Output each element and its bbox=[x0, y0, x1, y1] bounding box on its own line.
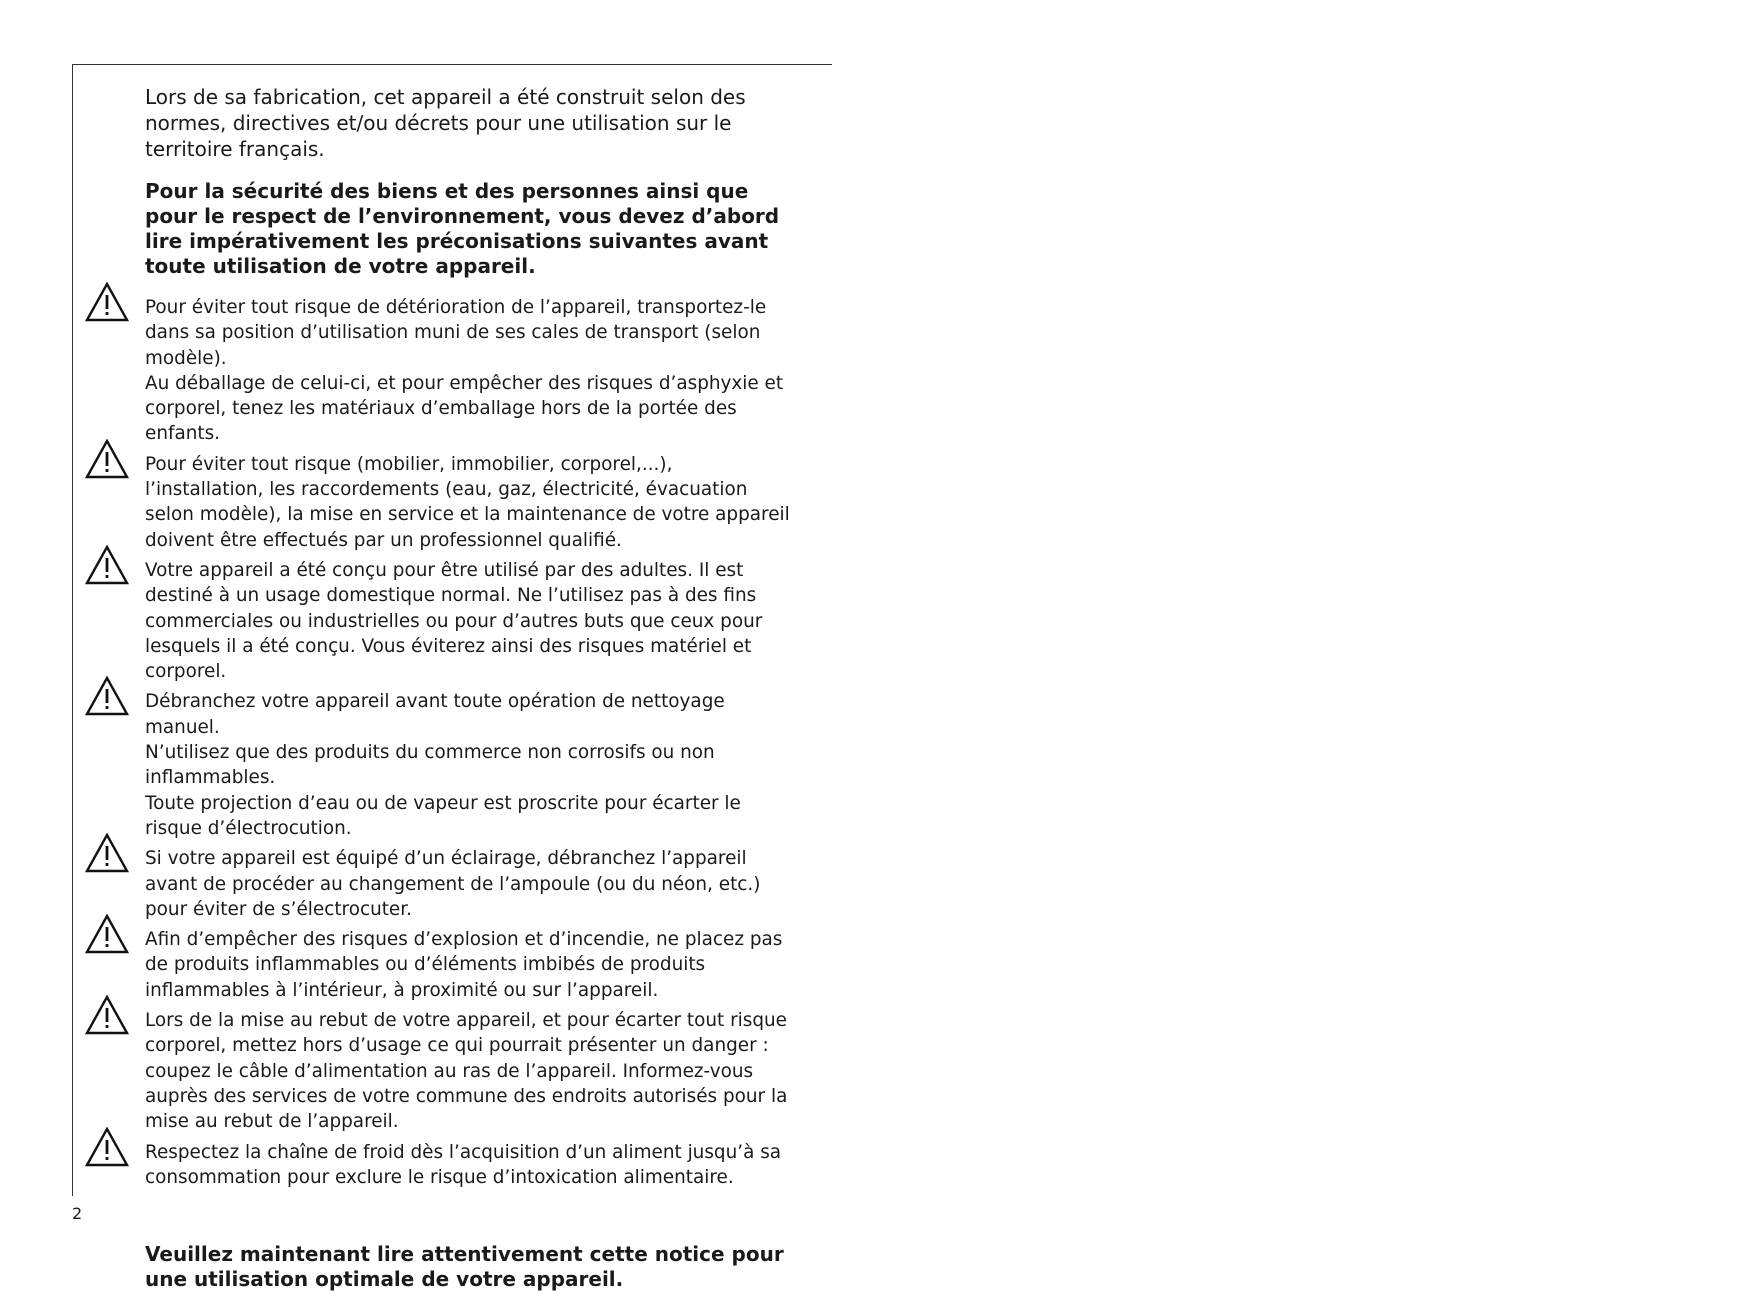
warning-item bbox=[145, 1008, 793, 1134]
warning-item bbox=[145, 927, 793, 1003]
warning-text: Respectez la chaîne de froid dès l’acquisition d’un aliment jusqu’à sa consommation pour exclure le risque d’intoxication alimentaire. bbox=[145, 1141, 782, 1188]
warning-item bbox=[145, 1140, 793, 1191]
warning-text: Toute projection d’eau ou de vapeur est proscrite pour écarter le risque d’électrocution. bbox=[145, 792, 741, 839]
warning-text: Pour éviter tout risque (mobilier, immobilier, corporel,...), l’installation, les raccordements (eau, gaz, électricité, évacuation selon modèle), la mise en service et la maintenance de votre appareil doivent être effectués par un professionnel qualifié. bbox=[145, 453, 790, 551]
warning-triangle-icon bbox=[85, 545, 129, 585]
page-content bbox=[145, 84, 793, 1312]
page-number: 2 bbox=[72, 1204, 83, 1223]
warning-text: Afin d’empêcher des risques d’explosion et d’incendie, ne placez pas de produits inflammables ou d’éléments imbibés de produits inflammables à l’intérieur, à proximité ou sur l’appareil. bbox=[145, 929, 783, 1001]
warning-item bbox=[145, 558, 793, 684]
warning-text: Au déballage de celui-ci, et pour empêcher des risques d’asphyxie et corporel, tenez les matériaux d’emballage hors de la portée des enfants. bbox=[145, 372, 784, 445]
warning-item bbox=[145, 846, 793, 922]
warning-triangle-icon bbox=[85, 1127, 129, 1167]
warning-text: Si votre appareil est équipé d’un éclairage, débranchez l’appareil avant de procéder au changement de l’ampoule (ou du néon, etc.) pour éviter de s’électrocuter. bbox=[145, 848, 761, 920]
warning-triangle-icon bbox=[85, 282, 129, 322]
warning-triangle-icon bbox=[85, 833, 129, 873]
top-rule bbox=[72, 64, 832, 65]
safety-notice: Pour la sécurité des biens et des personnes ainsi que pour le respect de l’environnement, vous devez d’abord lire impérativement les préconisations suivantes avant toute utilisation de votre appareil. bbox=[145, 179, 780, 278]
warning-text: Débranchez votre appareil avant toute opération de nettoyage manuel. bbox=[145, 691, 725, 738]
warnings-list bbox=[145, 295, 793, 1190]
warning-text: Lors de la mise au rebut de votre appareil, et pour écarter tout risque corporel, mettez hors d’usage ce qui pourrait présenter un danger : coupez le câble d’alimentation au ras de l’appareil. Informez-vous auprès des services de votre commune des endroits autorisés pour la mise au rebut de l’appareil. bbox=[145, 1010, 788, 1133]
warning-text: Votre appareil a été conçu pour être utilisé par des adultes. Il est destiné à un usage domestique normal. Ne l’utilisez pas à des fins commerciales ou industrielles ou pour d’autres buts que ceux pour lesquels il a été conçu. Vous éviterez ainsi des risques matériel et corporel. bbox=[145, 559, 763, 683]
left-rule bbox=[72, 64, 73, 1196]
warning-item bbox=[145, 689, 793, 841]
warning-triangle-icon bbox=[85, 995, 129, 1035]
intro-paragraph: Lors de sa fabrication, cet appareil a été construit selon des normes, directives et/ou décrets pour une utilisation sur le territoire français. bbox=[145, 85, 746, 161]
warning-triangle-icon bbox=[85, 439, 129, 479]
warning-text: Pour éviter tout risque de détérioration de l’appareil, transportez-le dans sa position d’utilisation muni de ses cales de transport (selon modèle). bbox=[145, 297, 767, 369]
warning-item bbox=[145, 452, 793, 553]
warning-text: N’utilisez que des produits du commerce non corrosifs ou non inflammables. bbox=[145, 742, 715, 789]
warning-item bbox=[145, 295, 793, 447]
closing-paragraph: Veuillez maintenant lire attentivement cette notice pour une utilisation optimale de votre appareil. bbox=[145, 1242, 784, 1292]
warning-triangle-icon bbox=[85, 914, 129, 954]
warning-triangle-icon bbox=[85, 676, 129, 716]
